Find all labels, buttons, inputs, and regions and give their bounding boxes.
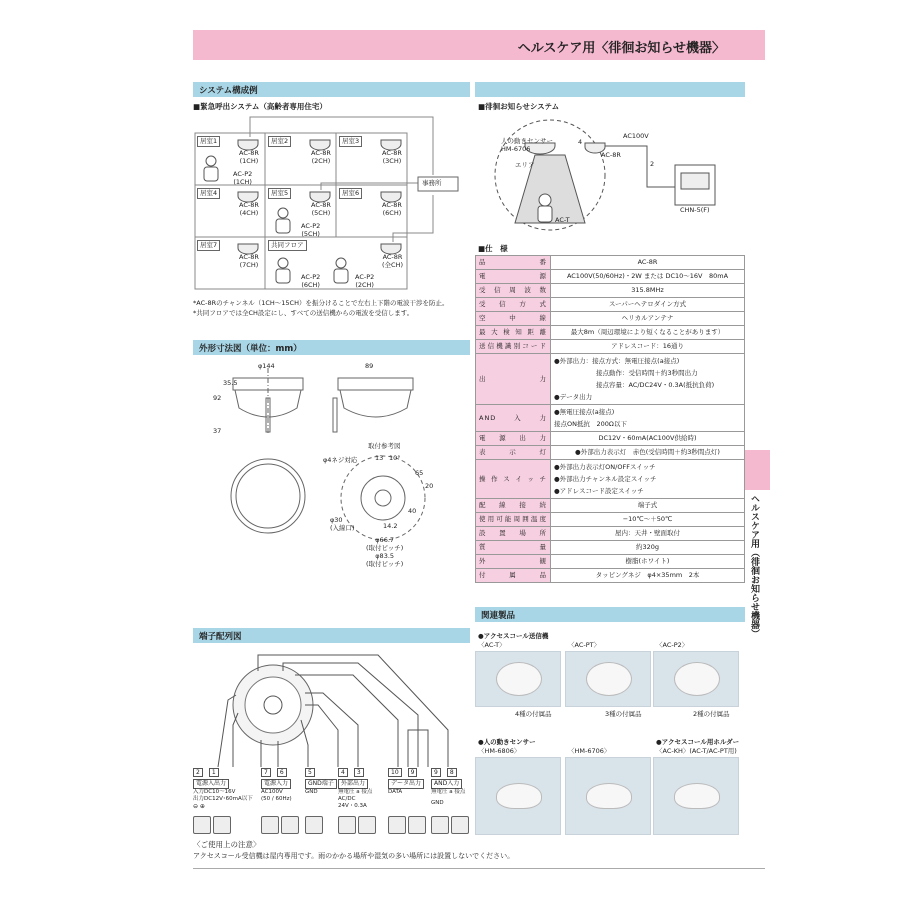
- pitch-83: φ83.5: [375, 552, 395, 560]
- polarity-marks: ⊖ ⊕: [193, 803, 205, 810]
- spec-row: [476, 432, 745, 446]
- side-tab-label: ヘルスケア用（徘徊お知らせ機器）: [749, 494, 759, 638]
- emergency-note-2: *共同フロアでは全CH設定にし、すべての送信機からの電波を受信します。: [193, 309, 414, 317]
- spec-value: [551, 270, 745, 284]
- terminal-number: 1: [209, 768, 219, 777]
- terminal-number: 9: [408, 768, 418, 777]
- entry-label: (入線口): [330, 524, 355, 532]
- dim-10deg: 10°: [389, 454, 401, 462]
- product-caption: 2種の付属品: [693, 710, 730, 718]
- terminal-number: 3: [354, 768, 364, 777]
- room-5-label: 居室5: [268, 188, 291, 199]
- tx-channel: (5CH): [301, 230, 320, 238]
- spec-key: 設置場所: [476, 527, 551, 541]
- spec-value-line: AC100V(50/60Hz)・2W または DC10〜16V 80mA: [566, 272, 729, 280]
- spec-table: [475, 255, 745, 583]
- spec-key: 品番: [476, 256, 551, 270]
- rx-channel: (3CH): [382, 157, 402, 165]
- terminal-desc: 無電圧 a 接点 AC/DC 24V・0.3A: [338, 789, 373, 809]
- spec-row: [476, 312, 745, 326]
- emergency-title: ■緊急呼出システム（高齢者専用住宅）: [193, 102, 327, 111]
- terminal-number: 4: [338, 768, 348, 777]
- rx-model: AC-8R: [239, 253, 259, 261]
- spec-row: [476, 298, 745, 312]
- sensor-model: HM-6706: [501, 145, 531, 153]
- spec-value: [551, 312, 745, 326]
- spec-value-line: DC12V・60mA(AC100V供給時): [598, 434, 697, 442]
- spec-value-line: 接点容量：AC/DC24V・0.3A(抵抗負荷): [596, 381, 715, 389]
- product-model: 〈HM-6706〉: [568, 747, 611, 755]
- tx-channel: (6CH): [301, 281, 320, 289]
- mount-ref-label: 取付参考図: [368, 442, 401, 450]
- room-6-label: 居室6: [339, 188, 362, 199]
- spec-row: [476, 405, 745, 432]
- terminal-number: 7: [261, 768, 271, 777]
- spec-value: [551, 499, 745, 513]
- office-label: 事務所: [422, 179, 442, 187]
- product-model: 〈AC-T〉: [478, 641, 506, 649]
- spec-key: 電源: [476, 270, 551, 284]
- spec-key: 表示灯: [476, 446, 551, 460]
- dim-13: 13: [375, 454, 384, 462]
- terminal-desc: 無電圧 a 接点: [431, 789, 466, 795]
- spec-value-line: 樹脂(ホワイト): [625, 557, 670, 565]
- tx-model: AC-P2: [355, 273, 375, 281]
- product-title: ●アクセスコール用ホルダー: [656, 738, 740, 746]
- spec-key: 空中線: [476, 312, 551, 326]
- rx-channel: (全CH): [382, 261, 403, 269]
- rx-model: AC-8R: [382, 253, 403, 261]
- rx-model: AC-8R: [311, 149, 331, 157]
- side-tab: [745, 450, 770, 490]
- terminal-screw-icon: [261, 816, 279, 834]
- product-photo: [565, 757, 651, 835]
- terminal-desc: AC100V (50 / 60Hz): [261, 789, 292, 802]
- terminal-screw-icon: [431, 816, 449, 834]
- spec-row: [476, 527, 745, 541]
- wire-count-2: 2: [650, 160, 655, 168]
- page-title: ヘルスケア用〈徘徊お知らせ機器〉: [517, 41, 725, 56]
- spec-row: [476, 446, 745, 460]
- product-model: 〈HM-6806〉: [478, 747, 521, 755]
- caution-text: アクセスコール受信機は屋内専用です。雨のかかる場所や湿気の多い場所には設置しないでください。: [193, 852, 515, 860]
- terminal-heading: 端子配列図: [193, 628, 470, 643]
- tx-channel: (2CH): [355, 281, 374, 289]
- tx-model: AC-P2: [301, 222, 321, 230]
- product-photo: [475, 651, 561, 707]
- spec-row: [476, 513, 745, 527]
- caution-title: 〈ご使用上の注意〉: [193, 840, 261, 849]
- spec-value-line: −10℃〜＋50℃: [622, 515, 673, 523]
- dim-30: φ30: [330, 516, 343, 524]
- tx-model: AC-P2: [233, 170, 253, 178]
- spec-value-line: ●データ出力: [554, 393, 593, 401]
- spec-value-line: ●外部出力チャンネル設定スイッチ: [554, 475, 657, 483]
- terminal-desc: GND: [305, 789, 318, 795]
- product-caption: 3種の付属品: [605, 710, 642, 718]
- spec-row: [476, 460, 745, 499]
- wire-count-4: 4: [578, 138, 583, 146]
- product-model: 〈AC-P2〉: [656, 641, 689, 649]
- spec-row: [476, 270, 745, 284]
- room-2-label: 居室2: [268, 136, 291, 147]
- spec-value: [551, 340, 745, 354]
- spec-row: [476, 326, 745, 340]
- wandering-title: ■徘徊お知らせシステム: [478, 102, 560, 111]
- spec-value-line: ●外部出力：接点方式：無電圧接点(a接点): [554, 357, 680, 365]
- spec-value-line: ●外部出力表示灯 赤色(受信時間＋約3秒間点灯): [575, 448, 720, 456]
- spec-value-line: 端子式: [637, 501, 658, 509]
- spec-value-line: ●アドレスコード設定スイッチ: [554, 487, 644, 495]
- product-model: 〈AC-KH〉(AC-T/AC-PT用): [656, 747, 737, 755]
- tx-channel: (1CH): [233, 178, 252, 186]
- product-title: ●アクセスコール送信機: [478, 632, 549, 640]
- spec-value-line: 屋内：天井・壁面取付: [615, 529, 680, 537]
- terminal-screw-icon: [388, 816, 406, 834]
- chn-label: CHN-5(F): [680, 206, 710, 214]
- room-7-label: 居室7: [197, 240, 220, 251]
- spec-value: [551, 432, 745, 446]
- dim-65: 65: [415, 469, 424, 477]
- spec-value: [551, 326, 745, 340]
- system-heading: システム構成例: [193, 82, 470, 97]
- transmitter-label: AC-T: [555, 216, 570, 224]
- spec-value: [551, 569, 745, 583]
- tx-model: AC-P2: [301, 273, 321, 281]
- spec-row: [476, 256, 745, 270]
- spec-value-line: 最大8m（周辺環境により短くなることがあります）: [570, 328, 725, 336]
- spec-key: 受信周波数: [476, 284, 551, 298]
- terminal-number: 2: [193, 768, 203, 777]
- rx-channel: (2CH): [311, 157, 331, 165]
- dimension-drawing: [193, 358, 468, 573]
- wandering-diagram: [475, 115, 745, 235]
- spec-value: [551, 555, 745, 569]
- receiver-label: AC-8R: [601, 151, 621, 159]
- spec-row: [476, 284, 745, 298]
- spec-value: [551, 298, 745, 312]
- spec-value-line: タッピングネジ φ4×35mm 2本: [595, 571, 700, 579]
- terminal-screw-icon: [338, 816, 356, 834]
- spec-key: 送信機識別コード: [476, 340, 551, 354]
- dim-14: 14.2: [383, 522, 398, 530]
- product-photo: [653, 651, 739, 707]
- spec-value-line: ヘリカルアンテナ: [621, 314, 674, 322]
- rx-model: AC-8R: [311, 201, 331, 209]
- pitch-66: φ66.7: [375, 536, 395, 544]
- room-1-label: 居室1: [197, 136, 220, 147]
- terminal-group: [261, 768, 292, 803]
- product-model: 〈AC-PT〉: [568, 641, 601, 649]
- emergency-note-1: *AC-8Rのチャンネル（1CH〜15CH）を振分けることで左右上下階の電波干渉を防止。: [193, 299, 449, 307]
- sensor-label: 人の動きセンサー: [501, 137, 553, 145]
- spec-key: 質量: [476, 541, 551, 555]
- spec-key: 使用可能周囲温度: [476, 513, 551, 527]
- terminal-number: 9: [431, 768, 441, 777]
- rx-channel: (5CH): [311, 209, 331, 217]
- terminal-screw-icon: [358, 816, 376, 834]
- rx-model: AC-8R: [382, 149, 402, 157]
- gnd-label: GND: [431, 800, 444, 806]
- rx-channel: (1CH): [239, 157, 259, 165]
- room-4-label: 居室4: [197, 188, 220, 199]
- product-caption: 4種の付属品: [515, 710, 552, 718]
- rx-model: AC-8R: [382, 201, 402, 209]
- terminal-number: 6: [277, 768, 287, 777]
- spec-row: [476, 499, 745, 513]
- spec-value: [551, 446, 745, 460]
- related-heading: 関連製品: [475, 607, 745, 622]
- room-3-label: 居室3: [339, 136, 362, 147]
- spec-key: 最大検知距離: [476, 326, 551, 340]
- dim-40: 40: [408, 507, 417, 515]
- spec-row: [476, 354, 745, 405]
- terminal-group: [388, 768, 424, 796]
- terminal-screw-icon: [281, 816, 299, 834]
- terminal-number: 5: [305, 768, 315, 777]
- spec-value-line: AC-8R: [637, 258, 658, 266]
- terminal-screw-icon: [193, 816, 211, 834]
- dim-diameter-144: φ144: [258, 362, 275, 370]
- spec-row: [476, 340, 745, 354]
- dimensions-heading: 外形寸法図（単位：mm）: [193, 340, 470, 355]
- common-floor-label: 共同フロア: [268, 240, 307, 251]
- spec-key: AND入力: [476, 405, 551, 432]
- spec-value-line: 315.8MHz: [631, 286, 664, 294]
- terminal-groups: [193, 768, 468, 836]
- spec-value: [551, 405, 745, 432]
- pitch-label-1: (取付ピッチ): [366, 544, 404, 552]
- product-photo: [475, 757, 561, 835]
- terminal-group: [338, 768, 372, 810]
- rx-channel: (4CH): [239, 209, 259, 217]
- spec-value: [551, 284, 745, 298]
- terminal-diagram: [193, 645, 468, 765]
- divider: [193, 868, 765, 869]
- terminal-screw-icon: [408, 816, 426, 834]
- terminal-desc: DATA: [388, 789, 403, 795]
- terminal-label: 電源入出力: [193, 779, 229, 789]
- spec-key: 受信方式: [476, 298, 551, 312]
- spec-value: [551, 460, 745, 499]
- spec-title: ■仕 様: [478, 244, 508, 253]
- terminal-label: 外部出力: [338, 779, 368, 789]
- rx-model: AC-8R: [239, 201, 259, 209]
- terminal-desc: 入力DC10〜16V 出力DC12V･60mA以下: [193, 789, 253, 802]
- page-title-banner: [193, 30, 765, 60]
- terminal-label: データ出力: [388, 779, 424, 789]
- spec-value-line: 接点ON抵抗 200Ω以下: [554, 420, 627, 428]
- terminal-number: 8: [447, 768, 457, 777]
- dim-depth-89: 89: [365, 362, 374, 370]
- spec-value: [551, 256, 745, 270]
- pitch-label-2: (取付ピッチ): [366, 560, 404, 568]
- spec-value-line: ●無電圧接点(a接点): [554, 408, 615, 416]
- terminal-group: [431, 768, 465, 807]
- section-bar: [475, 82, 745, 97]
- spec-key: 出力: [476, 354, 551, 405]
- terminal-label: GND端子: [305, 779, 337, 789]
- terminal-label: AND入力: [431, 779, 462, 789]
- spec-key: 付属品: [476, 569, 551, 583]
- spec-value: [551, 513, 745, 527]
- product-photo: [565, 651, 651, 707]
- terminal-screw-icon: [213, 816, 231, 834]
- terminal-screw-icon: [451, 816, 469, 834]
- rx-channel: (7CH): [239, 261, 259, 269]
- spec-value-line: 接点動作：受信時間＋約3秒間出力: [596, 369, 698, 377]
- spec-value: [551, 541, 745, 555]
- spec-key: 外観: [476, 555, 551, 569]
- product-photo: [653, 757, 739, 835]
- spec-key: 電源出力: [476, 432, 551, 446]
- terminal-group: [305, 768, 337, 796]
- product-title: ●人の動きセンサー: [478, 738, 536, 746]
- terminal-group: [193, 768, 253, 810]
- area-label: エリア: [515, 161, 535, 169]
- terminal-number: 10: [388, 768, 402, 777]
- dim-height-37: 37: [213, 427, 222, 435]
- terminal-label: 電源入力: [261, 779, 291, 789]
- dim-height-35: 35.5: [223, 379, 238, 387]
- dim-20: 20: [425, 482, 434, 490]
- spec-value-line: スーパーヘテロダイン方式: [608, 300, 687, 308]
- spec-row: [476, 569, 745, 583]
- dim-height-92: 92: [213, 394, 222, 402]
- screw-label: φ4ネジ対応: [323, 456, 358, 464]
- spec-value-line: ●外部出力表示灯ON/OFFスイッチ: [554, 463, 656, 471]
- emergency-diagram: [193, 115, 468, 295]
- spec-value-line: アドレスコード：16通り: [610, 342, 685, 350]
- spec-row: [476, 541, 745, 555]
- spec-value: [551, 354, 745, 405]
- ac100v-label: AC100V: [623, 132, 649, 140]
- spec-row: [476, 555, 745, 569]
- terminal-screw-icon: [305, 816, 323, 834]
- spec-value: [551, 527, 745, 541]
- spec-value-line: 約320g: [635, 543, 660, 551]
- rx-channel: (6CH): [382, 209, 402, 217]
- spec-key: 配線接続: [476, 499, 551, 513]
- spec-key: 操作スイッチ: [476, 460, 551, 499]
- rx-model: AC-8R: [239, 149, 259, 157]
